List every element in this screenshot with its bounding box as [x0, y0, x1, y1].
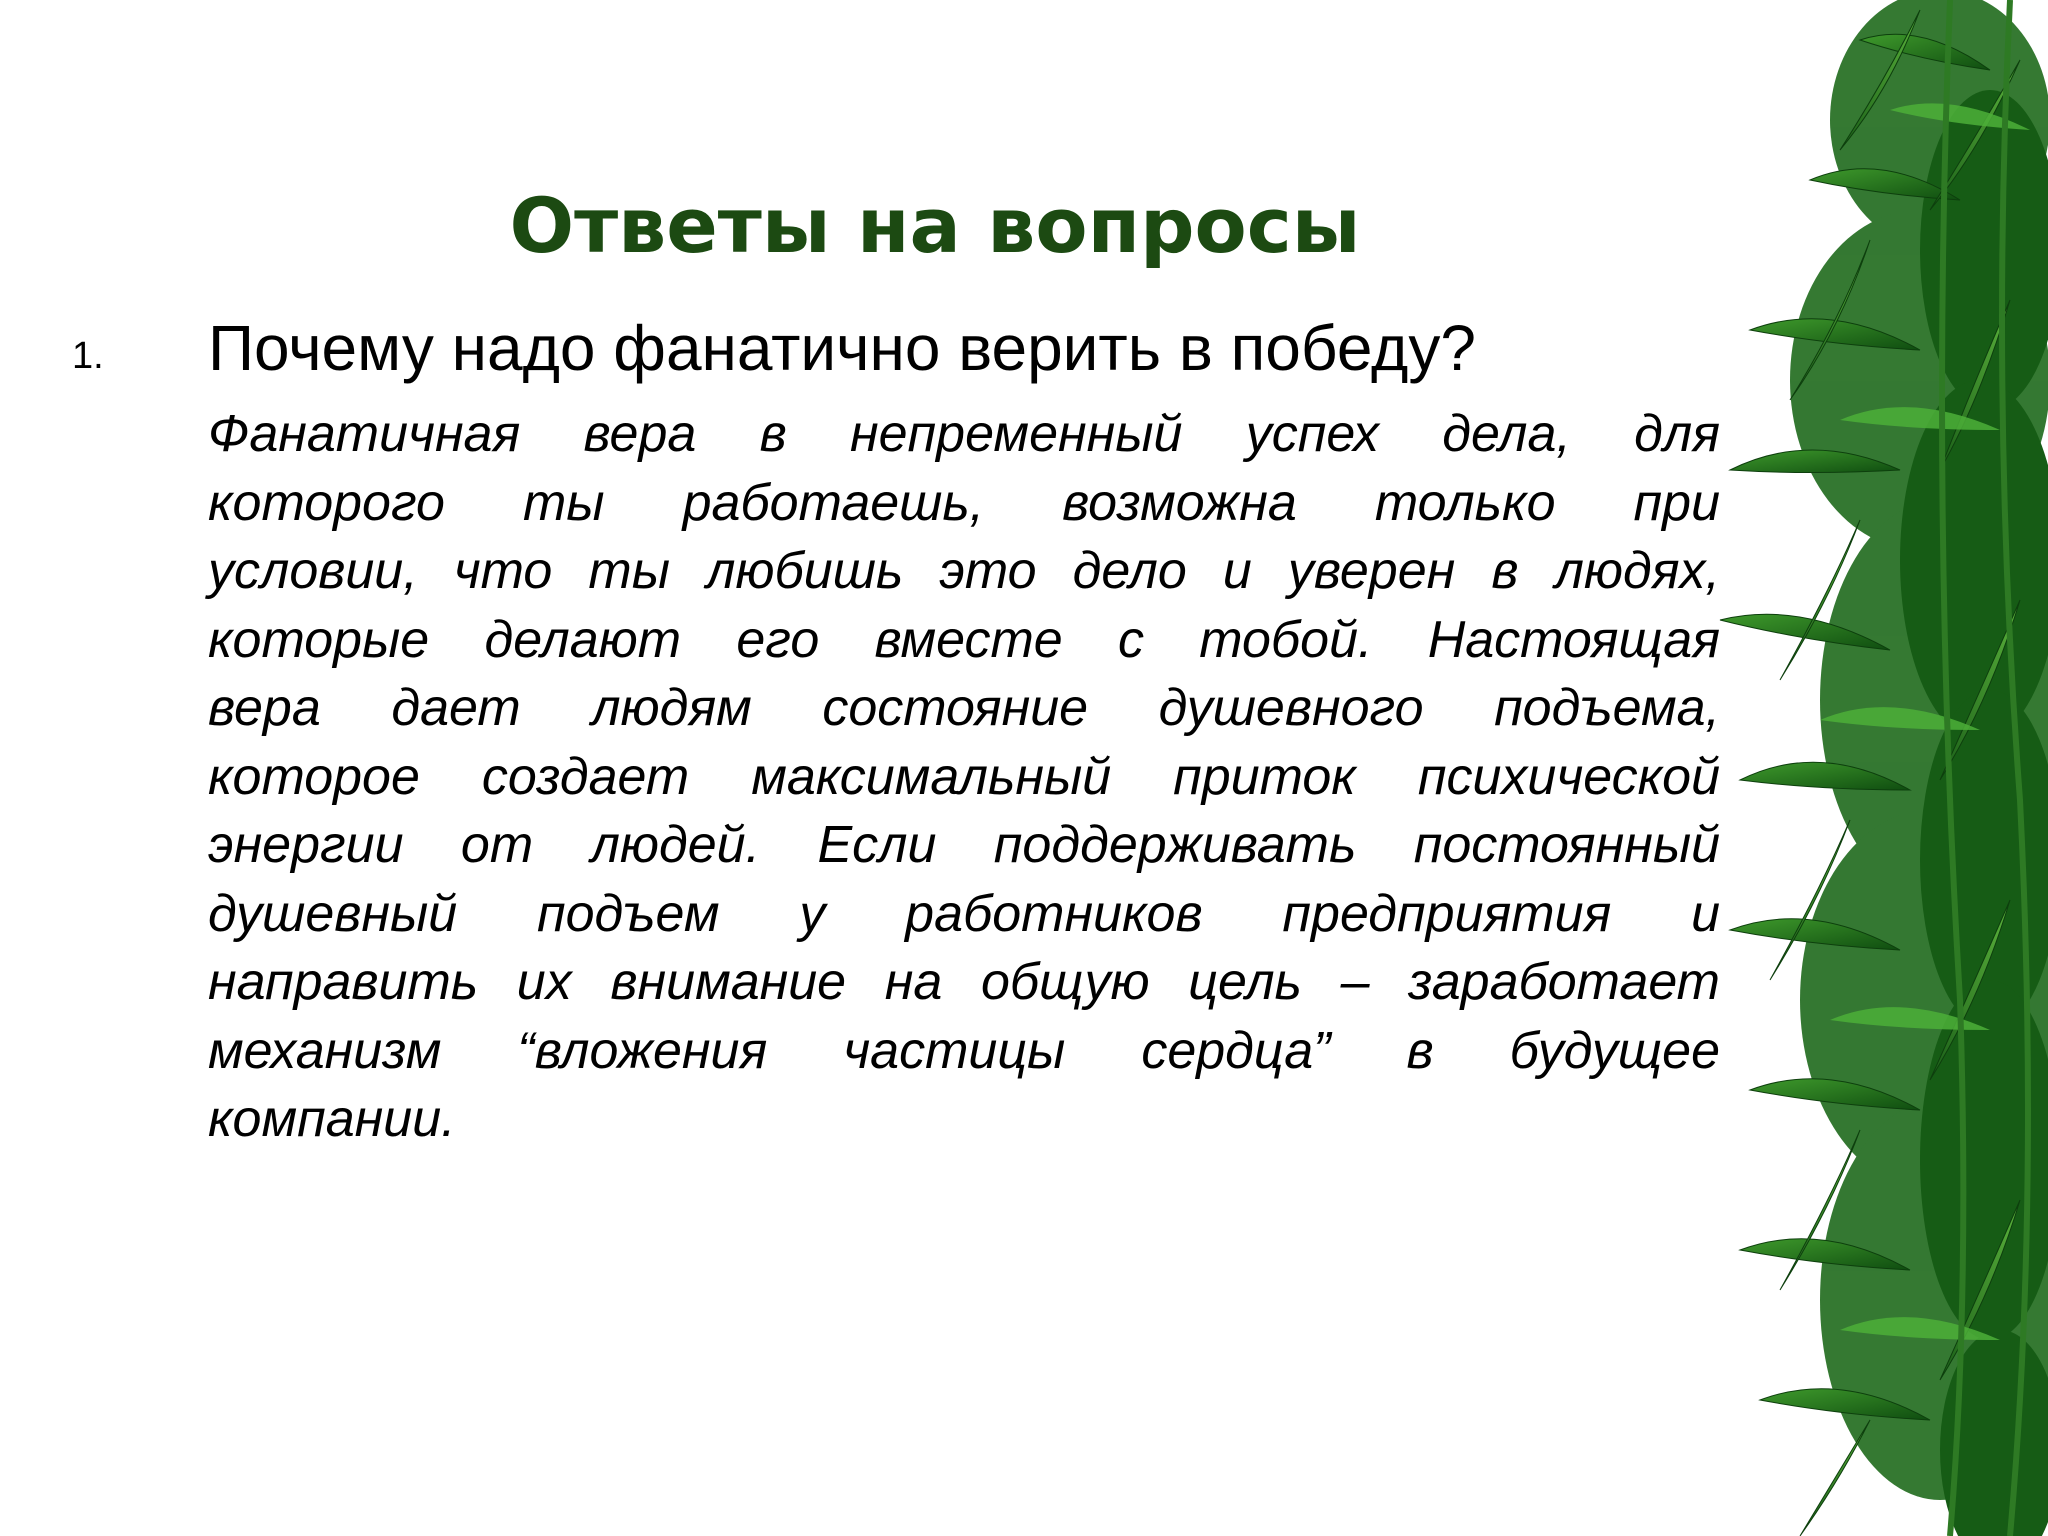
answer-paragraph	[208, 400, 1720, 1154]
answer-line: которое создает максимальный приток психической	[208, 747, 1720, 806]
answer-line: условии, что ты любишь это дело и уверен в людях,	[208, 542, 1720, 600]
answer-line: направить их внимание на общую цель – заработает	[208, 953, 1720, 1011]
answer-line: энергии от людей. Если поддерживать постоянный	[208, 816, 1720, 874]
answer-line: компании.	[208, 1090, 456, 1148]
list-item-number: 1.	[72, 335, 104, 377]
answer-line: вера дает людям состояние душевного подъема,	[208, 679, 1720, 737]
question-text: Почему надо фанатично верить в победу?	[208, 312, 1476, 384]
slide-title: Ответы на вопросы	[509, 181, 1361, 270]
answer-line: которые делают его вместе с тобой. Настоящая	[208, 610, 1720, 669]
answer-line: душевный подъем у работников предприятия и	[208, 884, 1720, 943]
answer-line: механизм “вложения частицы сердца” в будущее	[208, 1021, 1720, 1080]
answer-line: Фанатичная вера в непременный успех дела, для	[208, 405, 1720, 463]
answer-line: которого ты работаешь, возможна только при	[208, 473, 1720, 532]
